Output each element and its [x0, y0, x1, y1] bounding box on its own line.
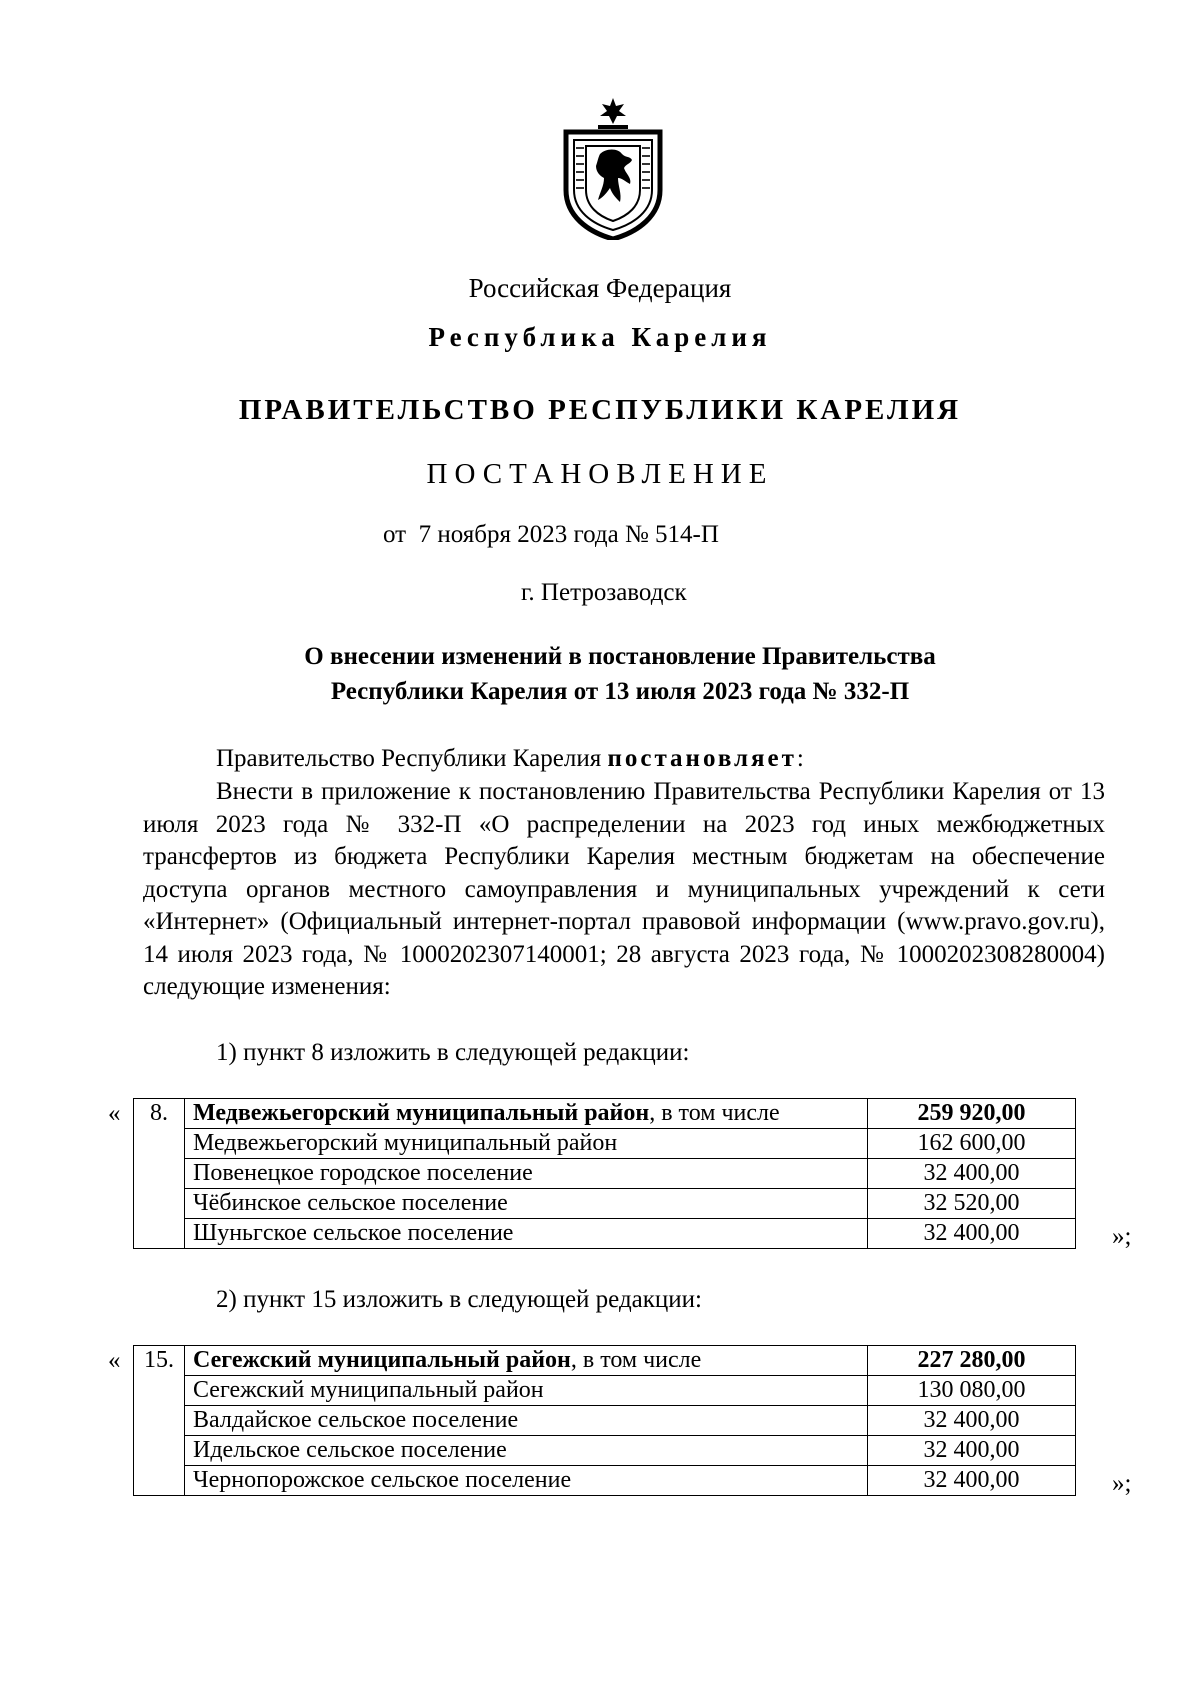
table-row — [134, 1099, 1076, 1129]
table-2-head-name — [185, 1346, 868, 1376]
table-1-row-name: Повенецкое городское поселение — [185, 1159, 868, 1189]
table-row — [134, 1129, 1076, 1159]
country-name: Российская Федерация — [468, 273, 732, 303]
table-1-row-name: Медвежьегорский муниципальный район — [185, 1129, 868, 1159]
table-2-row-name: Сегежский муниципальный район — [185, 1376, 868, 1406]
table-1-row-value: 32 520,00 — [868, 1189, 1076, 1219]
table-1-head-name-bold: Медвежьегорский муниципальный район — [193, 1100, 650, 1126]
table-1-item-number: 8. — [134, 1099, 185, 1249]
decree-title-line-2: Республики Карелия от 13 июля 2023 года № 332-П — [330, 678, 910, 705]
republic-name: Республика Карелия — [428, 322, 772, 352]
table-2-head-name-bold: Сегежский муниципальный район — [193, 1347, 571, 1373]
table-row — [134, 1189, 1076, 1219]
table-2-close-quote: »; — [1112, 1470, 1132, 1497]
preamble-resolves: постановляет — [607, 745, 797, 772]
table-2-row-value: 130 080,00 — [868, 1376, 1076, 1406]
decree-date-number: от 7 ноября 2023 года № 514-П — [383, 521, 719, 548]
table-2-head-value: 227 280,00 — [868, 1346, 1076, 1376]
table-2-open-quote: « — [108, 1347, 121, 1374]
main-paragraph: Внести в приложение к постановлению Правительства Республики Карелия от 13 июля 2023 года № 332-П «О распределении на 2023 год иных межбюджетных трансфертов из бюджета Республики Карелия местным бюджетам на обеспечение доступа органов местного самоуправления и муниципальных учреждений к сети «Интернет» (Официальный интернет-портал правовой информации (www.pravo.gov.ru), 14 июля 2023 года, № 1000202307140001; 28 августа 2023 года, № 1000202308280004) следующие изменения: — [143, 778, 1105, 1000]
table-row — [134, 1219, 1076, 1249]
table-row — [134, 1406, 1076, 1436]
table-1-amendment — [133, 1098, 1076, 1249]
table-1-close-quote: »; — [1112, 1223, 1132, 1250]
table-2-row-value: 32 400,00 — [868, 1466, 1076, 1496]
decree-title-line-1: О внесении изменений в постановление Правительства — [304, 643, 936, 670]
table-row — [134, 1346, 1076, 1376]
table-row — [134, 1466, 1076, 1496]
table-1-open-quote: « — [108, 1100, 121, 1127]
table-row — [134, 1159, 1076, 1189]
table-2-item-number: 15. — [134, 1346, 185, 1496]
preamble-suffix: : — [796, 745, 804, 772]
table-1-row-name: Шуньгское сельское поселение — [185, 1219, 868, 1249]
table-1-head-name — [185, 1099, 868, 1129]
table-1-head-value: 259 920,00 — [868, 1099, 1076, 1129]
document-type: ПОСТАНОВЛЕНИЕ — [426, 458, 774, 490]
karelia-coat-of-arms-emblem — [560, 98, 666, 240]
table-1-row-value: 32 400,00 — [868, 1219, 1076, 1249]
table-2-amendment — [133, 1345, 1076, 1496]
table-2-row-value: 32 400,00 — [868, 1406, 1076, 1436]
table-2-row-value: 32 400,00 — [868, 1436, 1076, 1466]
preamble-prefix: Правительство Республики Карелия — [216, 745, 608, 772]
table-2-head-name-rest: , в том числе — [570, 1347, 702, 1373]
government-name: ПРАВИТЕЛЬСТВО РЕСПУБЛИКИ КАРЕЛИЯ — [238, 394, 962, 426]
item-1-label: 1) пункт 8 изложить в следующей редакции: — [216, 1039, 690, 1066]
table-1-head-name-rest: , в том числе — [649, 1100, 780, 1126]
decree-city: г. Петрозаводск — [521, 579, 687, 606]
table-1-row-value: 32 400,00 — [868, 1159, 1076, 1189]
item-2-label: 2) пункт 15 изложить в следующей редакции: — [216, 1286, 702, 1313]
table-2-row-name: Чернопорожское сельское поселение — [185, 1466, 868, 1496]
table-1-row-value: 162 600,00 — [868, 1129, 1076, 1159]
table-1-row-name: Чёбинское сельское поселение — [185, 1189, 868, 1219]
preamble — [216, 743, 804, 776]
table-2-row-name: Идельское сельское поселение — [185, 1436, 868, 1466]
table-row — [134, 1376, 1076, 1406]
table-row — [134, 1436, 1076, 1466]
table-2-row-name: Валдайское сельское поселение — [185, 1406, 868, 1436]
